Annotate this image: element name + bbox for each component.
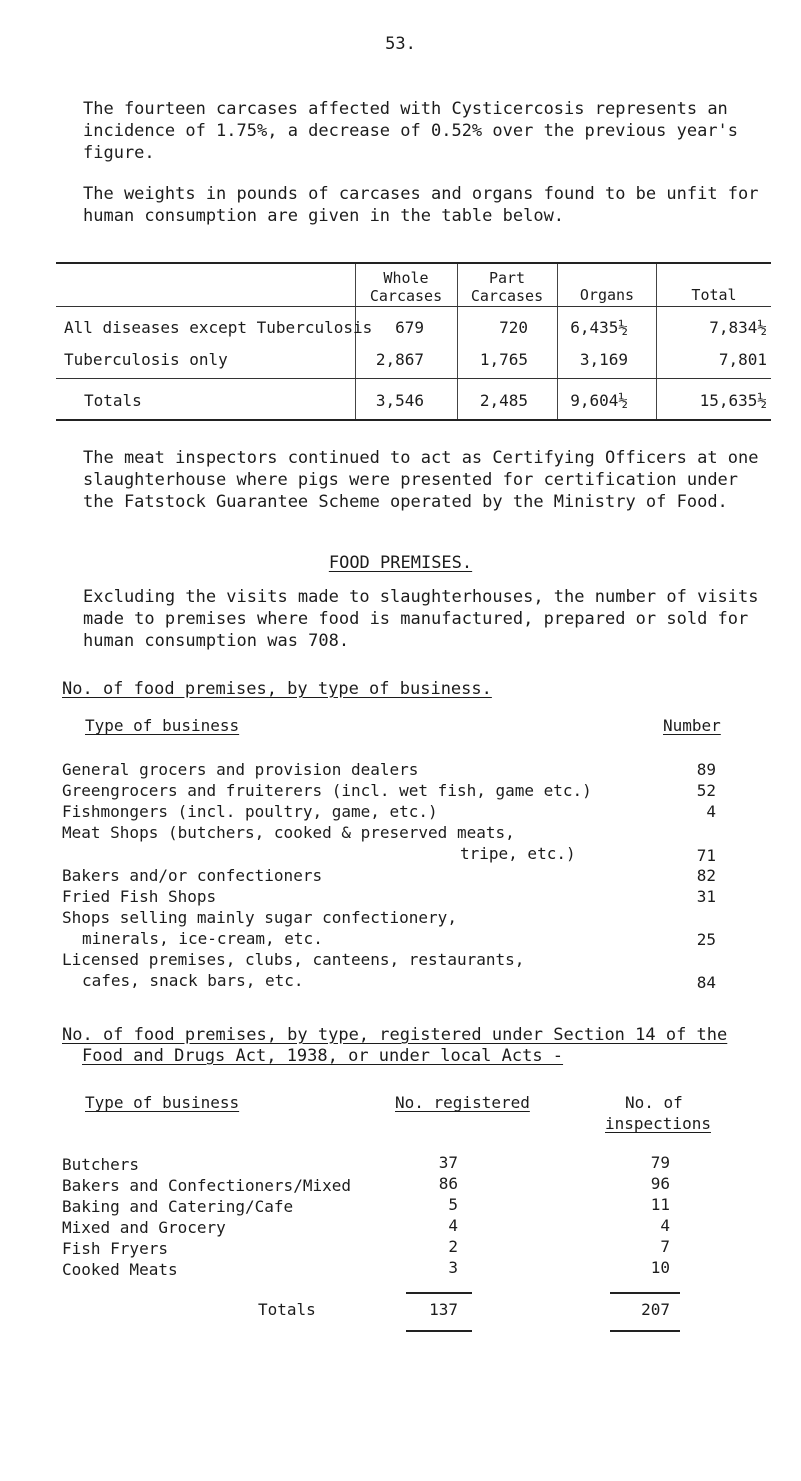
row-whole: 2,867 (375, 350, 424, 369)
list-item-number: 25 (696, 930, 716, 949)
table-row-registered: 5 (448, 1195, 458, 1214)
list-item-number: 84 (696, 973, 716, 992)
table-row-label: Fish Fryers (62, 1239, 168, 1258)
totals-inspections: 207 (641, 1300, 670, 1319)
col-no-registered: No. registered (395, 1093, 530, 1112)
list-item-number: 4 (706, 802, 716, 821)
list-item-number: 82 (696, 866, 716, 885)
totals-part: 2,485 (479, 391, 528, 410)
weights-intro-paragraph: The weights in pounds of carcases and organs found to be unfit for human consumption are given in the table below. (83, 184, 759, 226)
carcase-weights-table (56, 262, 771, 421)
table-row-label: Mixed and Grocery (62, 1218, 226, 1237)
totals-underline-registered (406, 1330, 472, 1332)
row-part: 1,765 (479, 350, 528, 369)
list-item-number: 31 (696, 887, 716, 906)
row-organs: 6,435½ (570, 318, 628, 337)
table-row-inspections: 10 (650, 1258, 670, 1277)
header-organs: Organs (579, 286, 635, 304)
totals-total: 15,635½ (699, 391, 767, 410)
list-item-label: Shops selling mainly sugar confectionery, (62, 908, 457, 927)
table-row-label: Bakers and Confectioners/Mixed (62, 1176, 351, 1195)
list-item-label: Greengrocers and fruiterers (incl. wet fish, game etc.) (62, 781, 592, 800)
row-label: All diseases except Tuberculosis (64, 318, 373, 337)
col-type-of-business: Type of business (85, 1093, 240, 1112)
table-row-inspections: 79 (650, 1153, 670, 1172)
list-item-number: 89 (696, 760, 716, 779)
row-whole: 679 (395, 318, 424, 337)
totals-label: Totals (258, 1300, 316, 1319)
certifying-officers-paragraph: The meat inspectors continued to act as Certifying Officers at one slaughterhouse where pigs were presented for certification under the Fatstock Guarantee Scheme operated by the Ministry of Food. (83, 448, 759, 512)
row-label: Tuberculosis only (64, 350, 228, 369)
list-item-label-continued: tripe, etc.) (460, 844, 576, 863)
table-row-registered: 37 (438, 1153, 458, 1172)
row-total: 7,801 (718, 350, 767, 369)
food-premises-heading: FOOD PREMISES. (328, 553, 473, 573)
header-part-carcases: Part Carcases (470, 269, 544, 305)
row-organs: 3,169 (579, 350, 628, 369)
col-no-of: No. of (625, 1093, 683, 1112)
cysticercosis-paragraph: The fourteen carcases affected with Cysticercosis represents an incidence of 1.75%, a decrease of 0.52% over the previous year's figure. (83, 99, 739, 163)
totals-whole: 3,546 (375, 391, 424, 410)
table-row-label: Baking and Catering/Cafe (62, 1197, 294, 1216)
totals-label: Totals (84, 391, 142, 410)
table-row-label: Butchers (62, 1155, 140, 1174)
list-item-number: 52 (696, 781, 716, 800)
table-row-label: Cooked Meats (62, 1260, 178, 1279)
registered-heading-line-1: No. of food premises, by type, registered under Section 14 of the (62, 1025, 728, 1045)
col-number: Number (663, 716, 721, 735)
table-row-inspections: 4 (660, 1216, 670, 1235)
list-item-label: Fishmongers (incl. poultry, game, etc.) (62, 802, 438, 821)
table-row-registered: 4 (448, 1216, 458, 1235)
totals-rule-inspections (610, 1292, 680, 1294)
visits-paragraph: Excluding the visits made to slaughterhouses, the number of visits made to premises where food is manufactured, prepared or sold for human consumption was 708. (83, 587, 759, 651)
table-row-registered: 2 (448, 1237, 458, 1256)
table-row-registered: 86 (438, 1174, 458, 1193)
list-item-label: General grocers and provision dealers (62, 760, 419, 779)
table-row-registered: 3 (448, 1258, 458, 1277)
row-total: 7,834½ (709, 318, 767, 337)
table-row-inspections: 11 (650, 1195, 670, 1214)
list-item-label-continued: cafes, snack bars, etc. (82, 971, 304, 990)
col-type-of-business: Type of business (85, 716, 240, 735)
premises-by-type-heading: No. of food premises, by type of business. (62, 679, 492, 699)
totals-organs: 9,604½ (570, 391, 628, 410)
list-item-label: Licensed premises, clubs, canteens, restaurants, (62, 950, 525, 969)
header-total: Total (691, 286, 737, 304)
row-part: 720 (499, 318, 528, 337)
totals-registered: 137 (429, 1300, 458, 1319)
list-item-label: Bakers and/or confectioners (62, 866, 323, 885)
registered-heading-line-2: Food and Drugs Act, 1938, or under local Acts - (82, 1046, 564, 1066)
table-row-inspections: 7 (660, 1237, 670, 1256)
table-row-inspections: 96 (650, 1174, 670, 1193)
list-item-number: 71 (696, 846, 716, 865)
list-item-label: Meat Shops (butchers, cooked & preserved meats, (62, 823, 515, 842)
totals-rule-registered (406, 1292, 472, 1294)
totals-underline-inspections (610, 1330, 680, 1332)
page-number: 53. (385, 34, 416, 54)
col-inspections: inspections (605, 1114, 711, 1133)
list-item-label-continued: minerals, ice-cream, etc. (82, 929, 323, 948)
list-item-label: Fried Fish Shops (62, 887, 217, 906)
header-whole-carcases: Whole Carcases (369, 269, 443, 305)
